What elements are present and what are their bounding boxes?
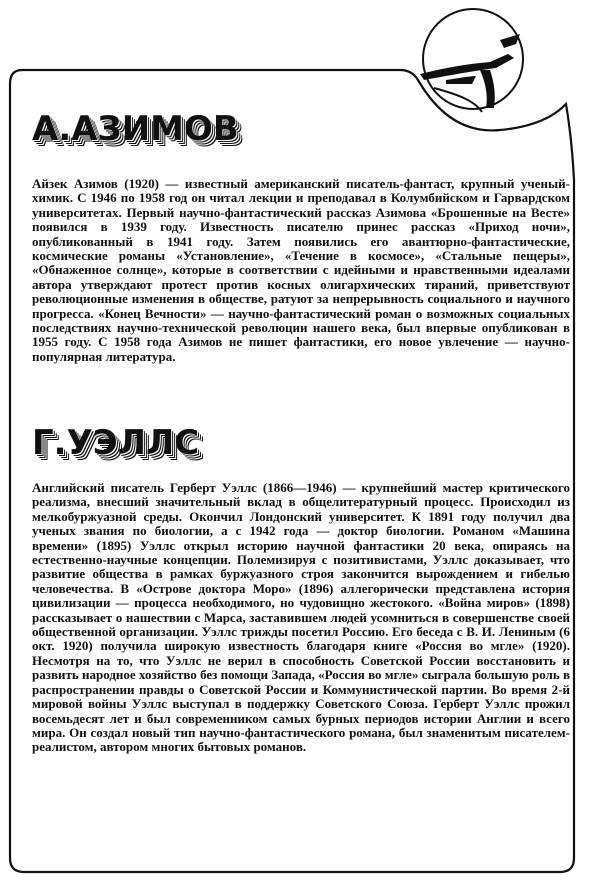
asimov-biography: Айзек Азимов (1920) — известный американский писатель-фантаст, крупный ученый-химик. С 1946 по 1958 год он читал лекции и преподавал в Колумбийском и Гарвардском университетах. Первый научно-фантастический рассказ Азимова «Брошенные на Весте» появился в 1939 году. Известность писателю принес рассказ «Приход ночи», опубликованный в 1941 году. Затем появились его авантюрно-фантастические, космические романы «Установление», «Течение в космосе», «Стальные пещеры», «Обнаженное солнце», которые в соответствии с идейными и нравственными идеалами автора утверждают протест против косных олигархических тираний, приветствуют революционные изменения в обществе, ратуют за непрерывность социального и научного прогресса. «Конец Вечности» — научно-фантастический роман о возможных социальных последствиях научно-технической революции нашего века, был впервые опубликован в 1955 году. С 1958 года Азимов не пишет фантастики, его новое увлечение — научно-популярная литература.	[32, 176, 570, 364]
wells-heading: Г.УЭЛЛС	[32, 423, 200, 463]
publisher-emblem-icon	[416, 4, 526, 114]
wells-biography: Английский писатель Герберт Уэллс (1866—1946) — крупнейший мастер критического реализма, внесший значительный вклад в общелитературный процесс. Происходил из мелкобуржуазной среды. Окончил Лондонский университет. К 1891 году получил два ученых звания по биологии, а с 1942 года — доктор биологии. Романом «Машина времени» (1895) Уэллс открыл историю научной фантастики 20 века, опираясь на естественно-научные концепции. Полемизируя с позитивистами, Уэллс доказывает, что развитие общества в рамках буржуазного строя закончится вырождением и гибелью человечества. В «Острове доктора Моро» (1896) аллегорически представлена история цивилизации — процесса необходимого, но чудовищно жестокого. «Война миров» (1898) рассказывает о нашествии с Марса, заставившем людей усомниться в совершенстве своей общественной организации. Уэллс трижды посетил Россию. Его беседа с В. И. Лениным (6 окт. 1920) получила широкую известность благодаря книге «Россия во мгле» (1920). Несмотря на то, что Уэллс не верил в способность Советской России восстановить и развить народное хозяйство без помощи Запада, «Россия во мгле» сыграла большую роль в распространении правды о Советской России и Коммунистической партии. Во время 2-й мировой войны Уэллс выступал в поддержку Советского Союза. Герберт Уэллс прожил восемьдесят лет и был современником самых бурных периодов истории Англии и всего мира. Он создал новый тип научно-фантастического романа, был знаменитым писателем-реалистом, автором многих бытовых романов.	[32, 480, 570, 755]
asimov-heading: А.АЗИМОВ	[32, 109, 239, 149]
